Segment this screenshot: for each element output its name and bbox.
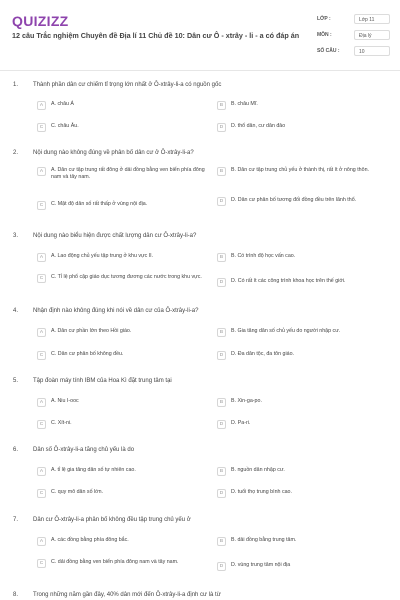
option-d[interactable] [217,276,393,292]
option-d[interactable] [217,560,393,576]
option-text: B. Dân cư tập trung chủ yếu ở thành thị, rất ít ở nông thôn. [231,167,369,173]
option-text: D. tuổi thọ trung bình cao. [231,489,292,495]
option-text: D. thổ dân, cư dân đảo [231,123,286,129]
option-d[interactable] [217,487,393,503]
option-text: A. tỉ lệ gia tăng dân số tự nhiên cao. [51,467,136,473]
option-b[interactable] [217,99,393,115]
option-text: D. Có rất ít các công trình khoa học trên thế giới. [231,278,346,284]
option-letter-box: D [217,197,226,206]
option-letter-box: C [37,420,46,429]
option-text: B. Có trình độ học vấn cao. [231,253,296,259]
option-text: A. các đồng bằng phía đông bắc. [51,537,129,543]
option-a[interactable] [37,465,213,481]
option-b[interactable] [217,465,393,481]
option-letter-box: A [37,253,46,262]
option-d[interactable] [217,349,393,365]
question-text: Dân số Ô-xtrây-li-a tăng chủ yếu là do [33,447,135,453]
option-c[interactable] [37,487,213,503]
meta-row-class [317,14,391,30]
option-text: C. dải đồng bằng ven biển phía đông nam và tây nam. [51,559,179,565]
class-field: Lớp 11 [354,14,390,24]
option-a[interactable] [37,326,213,342]
question-number: 7. [13,517,19,523]
meta-label: MÔN : [317,32,332,38]
option-letter-box: D [217,123,226,132]
option-letter-box: B [217,398,226,407]
option-b[interactable] [217,396,393,412]
option-c[interactable] [37,272,213,288]
question-text: Nội dung nào không đúng về phân bố dân cư ở Ô-xtrây-li-a? [33,150,194,156]
option-letter-box: A [37,398,46,407]
option-text: C. châu Âu. [51,123,79,129]
option-letter-box: A [37,167,46,176]
option-text: B. châu Mĩ. [231,101,258,107]
option-c[interactable] [37,557,213,573]
option-letter-box: B [217,101,226,110]
question-number: 3. [13,233,19,239]
option-b[interactable] [217,326,393,342]
question-number: 8. [13,592,19,598]
option-a[interactable] [37,251,213,267]
option-text: B. nguồn dân nhập cư. [231,467,285,473]
option-text: A. Dân cư phần lớn theo Hồi giáo. [51,328,132,334]
option-text: B. Gia tăng dân số chủ yếu do người nhập cư. [231,328,341,334]
question-text: Nhận định nào không đúng khi nói về dân cư của Ô-xtrây-li-a? [33,308,199,314]
option-text: C. Dân cư phân bố không đều. [51,351,124,357]
meta-panel [317,14,391,62]
option-letter-box: A [37,467,46,476]
option-b[interactable] [217,535,393,551]
page-title: 12 câu Trắc nghiệm Chuyên đề Địa lí 11 Chủ đề 10: Dân cư Ô - xtrây - li - a có đáp án [12,31,300,40]
option-letter-box: D [217,278,226,287]
worksheet-header [0,0,400,71]
question-number: 1. [13,82,19,88]
option-d[interactable] [217,418,393,434]
option-a[interactable] [37,165,213,181]
option-c[interactable] [37,199,213,215]
option-letter-box: B [217,253,226,262]
option-c[interactable] [37,349,213,365]
option-letter-box: C [37,559,46,568]
option-text: D. Dân cư phân bố tương đối đồng đều trên lãnh thổ. [231,197,357,203]
option-text: B. Xin-ga-po. [231,398,262,404]
option-letter-box: B [217,328,226,337]
option-c[interactable] [37,418,213,434]
option-letter-box: D [217,351,226,360]
option-letter-box: A [37,328,46,337]
quizizz-logo: QUIZIZZ [12,13,69,29]
question-number: 6. [13,447,19,453]
option-text: D. Pa-ri. [231,420,251,426]
option-letter-box: C [37,489,46,498]
option-text: D. Đa dân tộc, đa tôn giáo. [231,351,295,357]
option-a[interactable] [37,99,213,115]
option-text: C. Mật độ dân số rất thấp ở vùng nội địa. [51,201,148,207]
option-letter-box: C [37,123,46,132]
option-text: A. châu Á [51,101,74,107]
subject-field: Địa lý [354,30,390,40]
option-letter-box: B [217,467,226,476]
option-text: C. Tỉ lệ phổ cập giáo dục tương đương các nước trong khu vực. [51,274,202,280]
question-number: 4. [13,308,19,314]
question-number: 5. [13,378,19,384]
option-text: D. vùng trung tâm nội địa [231,562,291,568]
option-b[interactable] [217,251,393,267]
question-text: Nội dung nào biểu hiện được chất lượng dân cư Ô-xtrây-li-a? [33,233,197,239]
option-letter-box: C [37,274,46,283]
question-text: Thành phần dân cư chiếm tỉ trọng lớn nhất ở Ô-xtrây-li-a có nguồn gốc [33,82,222,88]
option-a[interactable] [37,535,213,551]
option-letter-box: D [217,420,226,429]
option-d[interactable] [217,195,393,211]
question-count-field: 10 [354,46,390,56]
option-letter-box: C [37,201,46,210]
option-d[interactable] [217,121,393,137]
option-a[interactable] [37,396,213,412]
question-text: Dân cư Ô-xtrây-li-a phân bố không đều tập trung chủ yếu ở [33,517,191,523]
option-text: A. Lao động chủ yếu tập trung ở khu vực II. [51,253,154,259]
option-letter-box: B [217,537,226,546]
option-letter-box: D [217,562,226,571]
question-number: 2. [13,150,19,156]
question-text: Tập đoàn máy tính IBM của Hoa Kì đặt trung tâm tại [33,378,172,384]
option-letter-box: A [37,537,46,546]
meta-row-count [317,46,391,62]
option-text: B. dải đồng bằng trung tâm. [231,537,297,543]
option-text: C. quy mô dân số lớn. [51,489,104,495]
meta-label: SỐ CÂU : [317,48,340,54]
option-text: A. Niu I-ooc [51,398,79,404]
option-b[interactable] [217,165,393,181]
option-text: A. Dân cư tập trung rất đông ở dải đồng bằng ven biển phía đông nam và tây nam. [51,167,205,180]
option-letter-box: C [37,351,46,360]
option-c[interactable] [37,121,213,137]
option-letter-box: A [37,101,46,110]
question-text: Trong những năm gần đây, 40% dân mới đến Ô-xtrây-li-a định cư là từ [33,592,221,598]
meta-row-subject [317,30,391,46]
option-text: C. Xít-ni. [51,420,72,426]
option-letter-box: B [217,167,226,176]
option-letter-box: D [217,489,226,498]
meta-label: LỚP : [317,16,331,22]
